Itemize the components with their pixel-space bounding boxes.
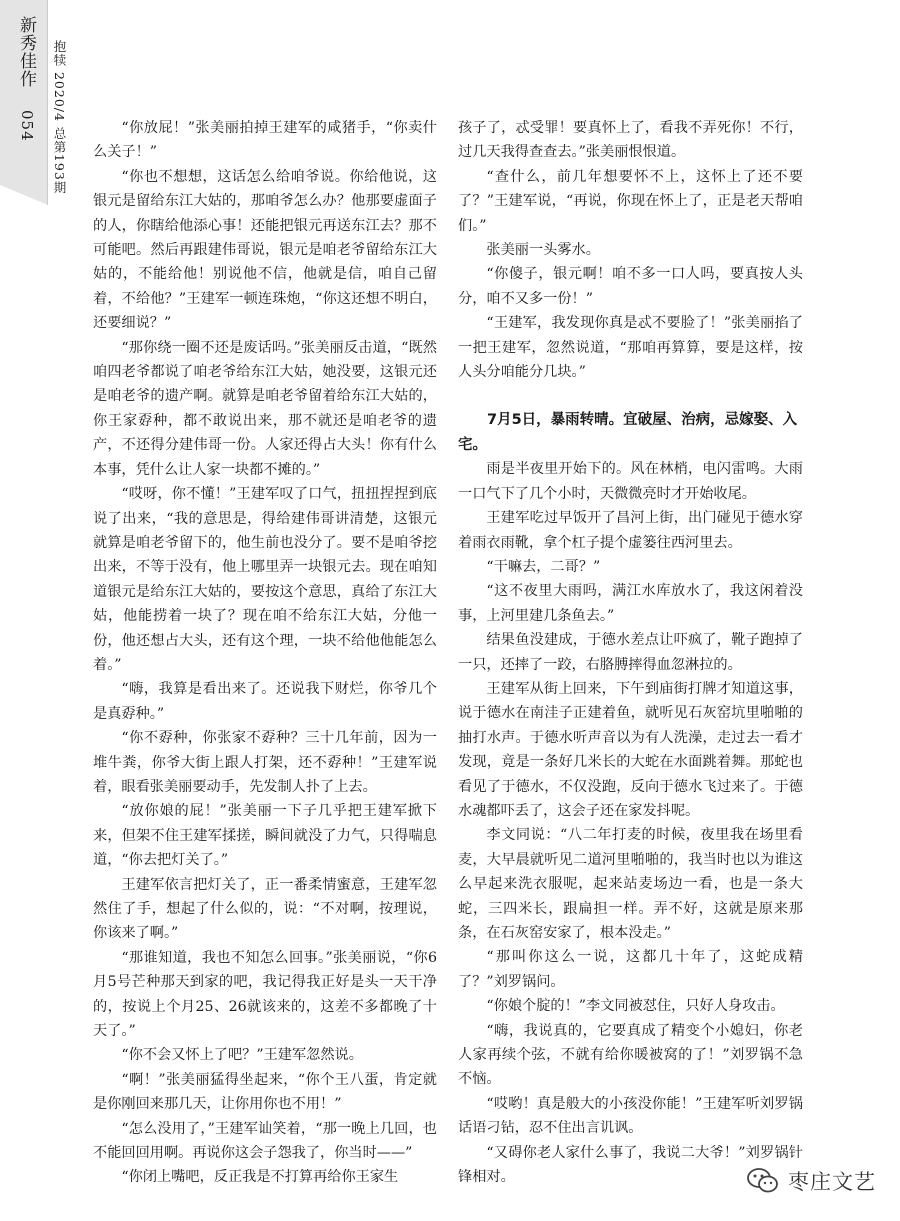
paragraph: “又碍你老人家什么事了，我说二大爷！”刘罗锅针锋相对。 xyxy=(458,1144,803,1186)
paragraph: “哎呀，你不懂！”王建军叹了口气，扭扭捏捏到底说了出来，“我的意思是，得给建伟哥讲清楚，这银元就算是咱老爷留下的，他生前也没分了。要不是咱爷挖出来，不等于没有，他上哪里弄一块银元去。现在咱知道银元是给东江大姑的，要按这个意思，真给了东江大姑，他能捞着一块了？现在咱不给东江大姑，分他一份，他还想占大头，还有这个理，一块不给他他能怎么着。” xyxy=(93,486,437,673)
paragraph: 张美丽一头雾水。 xyxy=(486,242,600,259)
paragraph: “你不会又怀上了吧？”王建军忽然说。 xyxy=(121,1047,363,1064)
paragraph: “那你绕一圈不还是废话吗。”张美丽反击道，“既然咱四老爷都说了咱老爷给东江大姑，她没要，这银元还是咱老爷的遗产啊。就算是咱老爷留着给东江大姑的，你王家孬种，都不敢说出来，那不就还是咱老爷的遗产，不还得分建伟哥一份。人家还得占大头！你有什么本事，凭什么让人家一块都不摊的。” xyxy=(93,339,437,478)
paragraph: 孩子了，忒受罪！要真怀上了，看我不弄死你！不行，过几天我得查查去。”张美丽恨恨道。 xyxy=(458,120,803,161)
paragraph: “王建军，我发现你真是忒不要脸了！”张美丽掐了一把王建军，忽然说道，“那咱再算算，要是这样，按人头分咱能分几块。” xyxy=(458,315,803,381)
diary-heading: 7月5日，暴雨转晴。宜破屋、治病，忌嫁娶、入宅。 xyxy=(458,412,798,453)
paragraph: “那叫你这么一说，这都几十年了，这蛇成精了？”刘罗锅问。 xyxy=(458,949,803,990)
paragraph: “那谁知道，我也不知怎么回事。”张美丽说，“你6月5号芒种那天到家的吧，我记得我正好是头一天干净的，按说上个月25、26就该来的，这差不多都晚了十天了。” xyxy=(93,949,437,1040)
text-column-right xyxy=(458,116,803,1189)
paragraph: “干嘛去，二哥？” xyxy=(486,558,601,575)
watermark-text: 枣庄文艺 xyxy=(788,1170,876,1194)
paragraph: “你娘个腚的！”李文同被怼住，只好人身攻击。 xyxy=(486,998,785,1015)
paragraph: “你不孬种，你张家不孬种？三十几年前，因为一堆牛粪，你爷大街上跟人打架，还不孬种！”王建军说着，眼看张美丽要动手，先发制人扑了上去。 xyxy=(93,730,437,795)
text-column-left xyxy=(93,116,437,1190)
paragraph: “放你娘的屁！”张美丽一下子几乎把王建军掀下来，但架不住王建军揉搓，瞬间就没了力气，只得喘息道，“你去把灯关了。” xyxy=(93,803,437,869)
paragraph: 李文同说：“八二年打麦的时候，夜里我在场里看麦，大早晨就听见二道河里啪啪的，我当时也以为谁这么早起来洗衣服呢，起来站麦场边一看，也是一条大蛇，三四米长，跟扁担一样。弄不好，这就是原来那条，在石灰窑安家了，根本没走。” xyxy=(458,827,803,941)
paragraph: 王建军依言把灯关了，正一番柔情蜜意，王建军忽然住了手，想起了什么似的，说：“不对啊，按理说，你该来了啊。” xyxy=(93,876,437,942)
paragraph: “这不夜里大雨吗，满江水库放水了，我这闲着没事，上河里建几条鱼去。” xyxy=(458,583,803,624)
paragraph: 雨是半夜里开始下的。风在林梢，电闪雷鸣。大雨一口气下了几个小时，天微微亮时才开始收尾。 xyxy=(458,461,803,502)
paragraph: 王建军从街上回来，下午到庙街打牌才知道这事，说于德水在南洼子正建着鱼，就听见石灰窑坑里啪啪的抽打水声。于德水听声音以为有人洗澡，走过去一看才发现，竟是一条好几米长的大蛇在水面跳着舞。那蛇也看见了于德水，不仅没跑，反向于德水飞过来了。于德水魂都吓丢了，这会子还在家发抖呢。 xyxy=(458,680,803,819)
paragraph: “你傻子，银元啊！咱不多一口人吗，要真按人头分，咱不又多一份！” xyxy=(458,266,803,307)
watermark xyxy=(746,1164,876,1198)
paragraph: 王建军吃过早饭开了昌河上街，出门碰见于德水穿着雨衣雨靴，拿个杠子提个虚篓往西河里去。 xyxy=(458,510,803,551)
paragraph: “嗨，我算是看出来了。还说我下财烂，你爷几个是真孬种。” xyxy=(93,681,437,722)
paragraph: “哎哟！真是般大的小孩没你能！”王建军听刘罗锅话语刁钻，忍不住出言讥讽。 xyxy=(458,1095,803,1137)
issue-info: 抱犊 2020/4 总第193期 xyxy=(52,40,67,195)
paragraph: “你也不想想，这话怎么给咱爷说。你给他说，这银元是留给东江大姑的，那咱爷怎么办？他那要虚面子的人，你瞎给他添心事！还能把银元再送东江去？那不可能吧。然后再跟建伟哥说，银元是咱老爷留给东江大姑的，不能给他！别说他不信，他就是信，咱自己留着，不给他？”王建军一顿连珠炮，“你这还想不明白，还要细说？” xyxy=(93,168,437,332)
section-title: 新秀佳作 xyxy=(16,16,36,88)
paragraph: “查什么，前几年想要怀不上，这怀上了还不要了？”王建军说，“再说，你现在怀上了，正是老天帮咱们。” xyxy=(458,168,803,234)
paragraph: 结果鱼没建成，于德水差点让吓疯了，靴子跑掉了一只，还摔了一跤，右胳膊摔得血忽淋拉的。 xyxy=(458,632,803,673)
paragraph: “啊！”张美丽猛得坐起来，“你个王八蛋，肯定就是你刚回来那几天，让你用你也不用！” xyxy=(93,1071,437,1113)
paragraph: “你闭上嘴吧，反正我是不打算再给你王家生 xyxy=(121,1169,399,1186)
page-number: 054 xyxy=(18,110,36,142)
paragraph: “你放屁！”张美丽拍掉王建军的咸猪手，“你卖什么关子！” xyxy=(93,120,437,161)
paragraph: “怎么没用了，”王建军讪笑着，“那一晚上几回，也不能回回用啊。再说你这会子怨我了，你当时——” xyxy=(93,1120,437,1162)
wechat-icon xyxy=(746,1166,780,1196)
paragraph: “嗨，我说真的，它要真成了精变个小媳妇，你老人家再续个弦，不就有给你暖被窝的了！”刘罗锅不急不恼。 xyxy=(458,1022,803,1088)
